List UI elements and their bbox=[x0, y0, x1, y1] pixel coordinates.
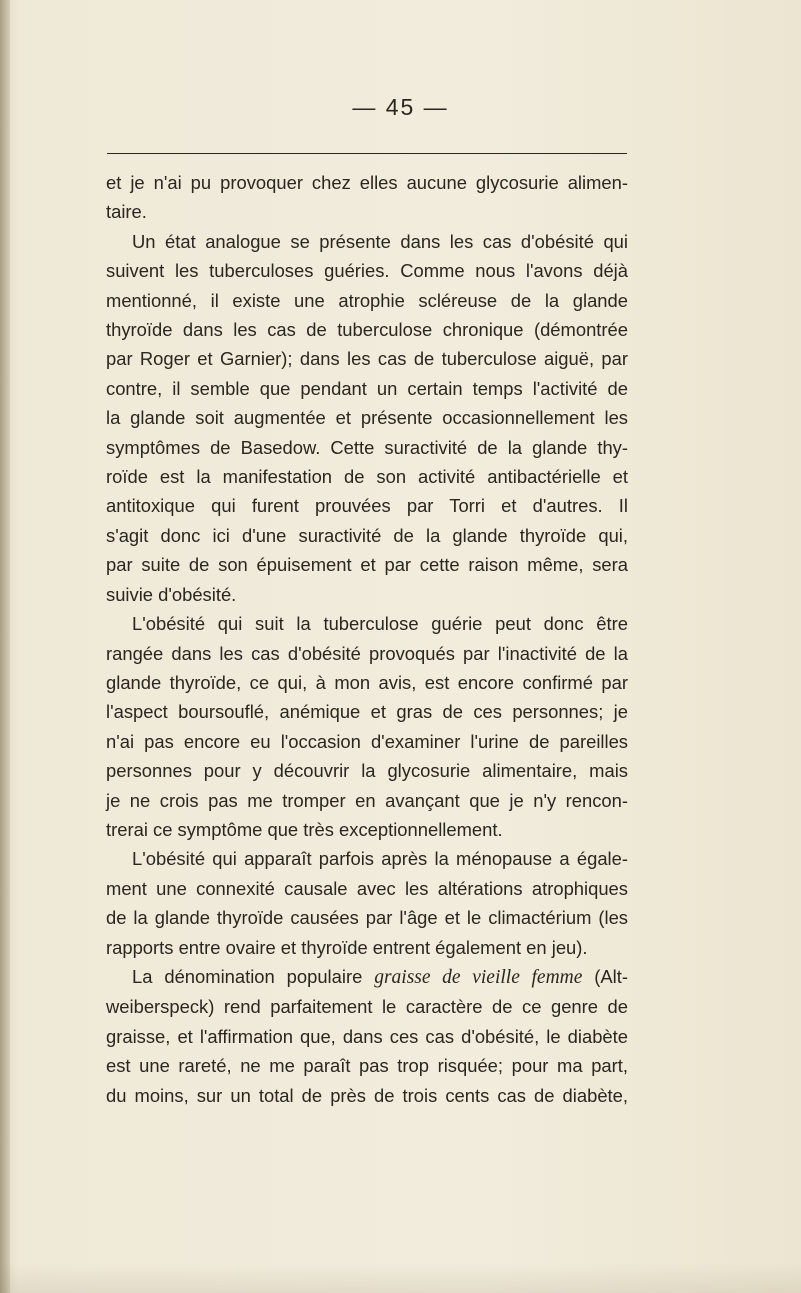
text-line: trerai ce symptôme que très exceptionnellement. bbox=[106, 818, 503, 840]
text-line: s'agit donc ici d'une suractivité de la glande thyroïde qui, bbox=[106, 524, 628, 546]
page-spine-shadow bbox=[0, 0, 10, 1293]
text-line: antitoxique qui furent prouvées par Torri et d'autres. Il bbox=[106, 495, 628, 517]
text-line: et je n'ai pu provoquer chez elles aucune glycosurie alimen- bbox=[106, 172, 628, 193]
page-bottom-shade bbox=[0, 1263, 801, 1293]
text-line: weiberspeck) rend parfaitement le caractère de ce genre de bbox=[106, 996, 628, 1018]
text-line: taire. bbox=[106, 201, 147, 223]
text-line: suivent les tuberculoses guéries. Comme nous l'avons déjà bbox=[106, 260, 628, 282]
text-line: L'obésité qui suit la tuberculose guérie peut donc être bbox=[132, 613, 628, 635]
text-line: est une rareté, ne me paraît pas trop risquée; pour ma part, bbox=[106, 1055, 628, 1077]
text-line: du moins, sur un total de près de trois cents cas de diabète, bbox=[106, 1084, 628, 1106]
text-line: contre, il semble que pendant un certain temps l'activité de bbox=[106, 377, 628, 399]
text-line: rangée dans les cas d'obésité provoqués par l'inactivité de la bbox=[106, 642, 628, 664]
text-line: glande thyroïde, ce qui, à mon avis, est encore confirmé par bbox=[106, 671, 628, 693]
text-line: mentionné, il existe une atrophie scléreuse de la glande bbox=[106, 289, 628, 311]
text-line: je ne crois pas me tromper en avançant que je n'y rencon- bbox=[106, 789, 628, 811]
page-number: — 45 — bbox=[352, 94, 449, 120]
text-line: par Roger et Garnier); dans les cas de tuberculose aiguë, par bbox=[106, 348, 628, 370]
text-line: la glande soit augmentée et présente occasionnellement les bbox=[106, 407, 628, 429]
text-line: thyroïde dans les cas de tuberculose chronique (démontrée bbox=[106, 319, 628, 341]
italic-phrase: graisse de vieille femme bbox=[374, 966, 583, 988]
text-line: n'ai pas encore eu l'occasion d'examiner l'urine de pareilles bbox=[106, 730, 628, 752]
text-run: (Alt- bbox=[582, 965, 628, 987]
text-line: Un état analogue se présente dans les cas d'obésité qui bbox=[132, 230, 628, 252]
text-line: graisse, et l'affirmation que, dans ces cas d'obésité, le diabète bbox=[106, 1025, 628, 1047]
text-line: rapports entre ovaire et thyroïde entrent également en jeu). bbox=[106, 936, 588, 958]
text-line: par suite de son épuisement et par cette raison même, sera bbox=[106, 554, 628, 576]
text-line: ment une connexité causale avec les altérations atrophiques bbox=[106, 877, 628, 899]
text-line: personnes pour y découvrir la glycosurie alimentaire, mais bbox=[106, 760, 628, 782]
text-line: roïde est la manifestation de son activité antibactérielle et bbox=[106, 466, 628, 488]
text-line: suivie d'obésité. bbox=[106, 583, 237, 605]
text-line: L'obésité qui apparaît parfois après la ménopause a égale- bbox=[132, 848, 628, 870]
text-line: symptômes de Basedow. Cette suractivité de la glande thy- bbox=[106, 436, 628, 458]
text-line bbox=[106, 962, 628, 992]
body-text bbox=[106, 168, 628, 1110]
text-line: l'aspect boursouflé, anémique et gras de ces personnes; je bbox=[106, 701, 628, 723]
text-line: de la glande thyroïde causées par l'âge et le climactérium (les bbox=[106, 907, 628, 929]
header-rule bbox=[107, 153, 627, 154]
text-run: La dénomination populaire bbox=[132, 965, 375, 987]
